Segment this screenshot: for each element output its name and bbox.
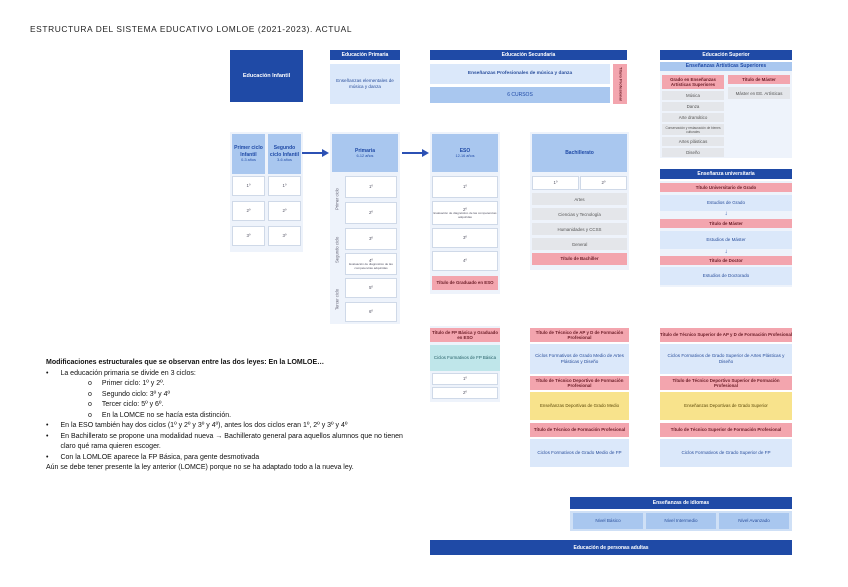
- gs-titulo-apd: Título de Técnico Superior de AP y D de Formación Profesional: [660, 328, 792, 342]
- secundaria-header: Educación Secundaria: [430, 50, 627, 60]
- titulo-bachiller: Título de Bachiller: [532, 253, 627, 265]
- bach-modalidad-2: Ciencias y Tecnología: [532, 208, 627, 220]
- infantil-c1-course-3: 3º: [232, 226, 265, 246]
- grado-artisticas: Grado en Enseñanzas Artísticas Superiores: [662, 75, 724, 89]
- arte-2: Danza: [662, 102, 724, 111]
- note-text: En Bachillerato se propone una modalidad nueva → Bachillerato general para aquellos alumnos que no tienen claro qué rama quieren escoger.: [60, 432, 403, 450]
- primaria-course-2: 2º: [345, 202, 397, 224]
- eso-label: ESO: [459, 147, 471, 154]
- eso-evaluacion: Evaluación de diagnóstico de las competencias adquiridas: [433, 211, 497, 219]
- arte-4: Conservación y restauración de bienes culturales: [662, 124, 724, 135]
- eso-age: 12-16 años: [455, 153, 475, 158]
- bach-label: Bachillerato: [532, 134, 627, 172]
- bach-course-2: 2º: [580, 176, 627, 190]
- gs-ciclos-fp: Ciclos Formativos de Grado Superior de FP: [660, 439, 792, 467]
- bullet-icon: •: [46, 369, 49, 377]
- artisticas-header: Enseñanzas Artísticas Superiores: [660, 62, 792, 71]
- arrow-down-icon: ↓: [724, 211, 728, 217]
- gm-ciclos-fp: Ciclos Formativos de Grado Medio de FP: [530, 439, 629, 467]
- primaria-age: 6-12 años: [356, 153, 374, 158]
- titulo-profesional: Título Profesional: [613, 64, 627, 104]
- primaria-label: Primaria: [354, 147, 375, 154]
- infantil-ciclo1: [232, 134, 265, 174]
- primaria-course-4: [345, 253, 397, 275]
- gs-titulo-fp: Título de Técnico Superior de Formación Profesional: [660, 423, 792, 437]
- note-item: [46, 453, 406, 464]
- arte-6: Diseño: [662, 148, 724, 157]
- nivel-intermedio: Nivel Intermedio: [646, 513, 716, 529]
- adultos-banner: Educación de personas adultas: [430, 540, 792, 555]
- note-subitem: [46, 400, 406, 411]
- primaria-evaluacion: Evaluación de diagnóstico de las competencias adquiridas: [349, 262, 393, 270]
- arte-1: Música: [662, 91, 724, 100]
- infantil-c2-course-2: 2º: [268, 201, 301, 221]
- circle-bullet-icon: o: [88, 380, 92, 387]
- gm-titulo-fp: Título de Técnico de Formación Profesional: [530, 423, 629, 437]
- primaria-course-4-label: 4º: [368, 257, 374, 263]
- gm-ensenanzas-deportivas: Enseñanzas Deportivas de Grado Medio: [530, 392, 629, 420]
- arte-3: Arte dramático: [662, 113, 724, 122]
- bach-modalidad-3: Humanidades y CCSS: [532, 223, 627, 235]
- secundaria-cursos: 6 CURSOS: [430, 87, 610, 103]
- secundaria-ensenanzas: Enseñanzas Profesionales de música y danza: [430, 64, 610, 84]
- arrow-right-icon: [300, 148, 330, 158]
- notes-heading: Modificaciones estructurales que se observan entre las dos leyes: En la LOMLOE…: [46, 359, 325, 366]
- universitaria-header: Enseñanza universitaria: [660, 169, 792, 179]
- note-text: Con la LOMLOE aparece la FP Básica, para gente desmotivada: [60, 453, 260, 461]
- primaria-ensenanzas: Enseñanzas elementales de música y danza: [330, 64, 400, 104]
- primaria-ciclo-2: Segundo ciclo: [334, 236, 340, 264]
- infantil-header: Educación Infantil: [230, 50, 303, 102]
- infantil-ciclo1-age: 0-3 años: [241, 157, 256, 162]
- estudios-master: Estudios de Máster: [660, 231, 792, 249]
- primaria-ciclo-3: Tercer ciclo: [334, 288, 340, 311]
- primaria-course-1: 1º: [345, 176, 397, 198]
- page-title: ESTRUCTURA DEL SISTEMA EDUCATIVO LOMLOE (2021-2023). ACTUAL: [30, 24, 353, 34]
- estudios-grado: Estudios de Grado: [660, 195, 792, 211]
- idiomas-header: Enseñanzas de idiomas: [570, 497, 792, 509]
- bach-modalidad-1: Artes: [532, 193, 627, 205]
- fp-basica-ciclos: Ciclos Formativos de FP Básica: [430, 345, 500, 371]
- note-subtext: Tercer ciclo: 5º y 6º.: [101, 401, 164, 408]
- estudios-doctorado: Estudios de Doctorado: [660, 267, 792, 285]
- infantil-ciclo2-age: 3-6 años: [277, 157, 292, 162]
- note-subtext: Segundo ciclo: 3º y 4º: [101, 390, 171, 398]
- bullet-icon: •: [46, 432, 49, 440]
- bullet-icon: •: [46, 453, 49, 461]
- fp-basica-course-2: 2º: [432, 387, 498, 399]
- gs-ciclos-apd: Ciclos Formativos de Grado Superior de Artes Plásticas y Diseño: [660, 344, 792, 374]
- notes-section: [46, 358, 406, 474]
- bach-modalidad-4: General: [532, 238, 627, 250]
- notes-footer: Aún se debe tener presente la ley anterior (LOMCE) porque no se ha adaptado todo a la nueva ley.: [46, 464, 354, 471]
- gm-titulo-deportivo: Título de Técnico Deportivo de Formación Profesional: [530, 376, 629, 390]
- infantil-c1-course-1: 1º: [232, 176, 265, 196]
- arte-5: Artes plásticas: [662, 137, 724, 146]
- infantil-ciclo2-label: Segundo ciclo Infantil: [269, 145, 300, 158]
- primaria-ciclo-1: Primer ciclo: [334, 188, 340, 210]
- bullet-icon: •: [46, 422, 49, 429]
- primaria-header: Educación Primaria: [330, 50, 400, 60]
- infantil-ciclo1-label: Primer ciclo Infantil: [234, 145, 263, 158]
- infantil-c1-course-2: 2º: [232, 201, 265, 221]
- note-text: En la ESO también hay dos ciclos (1º y 2º y 3º y 4º), antes los dos ciclos eran 1º, 2º y 3º y 4º: [60, 422, 348, 429]
- note-subitem: [46, 379, 406, 390]
- eso-box: [432, 134, 498, 172]
- fp-basica-titulo: Título de FP Básica y Graduado en ESO: [431, 329, 499, 340]
- primaria-box: [332, 134, 398, 172]
- gm-ciclos-apd: Ciclos Formativos de Grado Medio de Artes Plásticas y Diseño: [530, 344, 629, 374]
- note-subtext: Primer ciclo: 1º y 2º.: [101, 380, 165, 387]
- superior-header: Educación Superior: [660, 50, 792, 60]
- primaria-course-3: 3º: [345, 228, 397, 250]
- circle-bullet-icon: o: [88, 411, 92, 419]
- infantil-c2-course-1: 1º: [268, 176, 301, 196]
- circle-bullet-icon: o: [88, 401, 92, 408]
- eso-course-4: 4º: [432, 251, 498, 271]
- gm-titulo-apd: Título de Técnico de AP y D de Formación Profesional: [530, 328, 629, 342]
- circle-bullet-icon: o: [88, 390, 92, 398]
- titulo-master-u: Título de Máster: [660, 219, 792, 228]
- fp-basica-course-1: 1º: [432, 373, 498, 385]
- infantil-ciclo2: [268, 134, 301, 174]
- arrow-right-icon: [400, 148, 430, 158]
- titulo-master-artisticas: Título de Máster: [728, 75, 790, 84]
- gs-titulo-deportivo: Título de Técnico Deportivo Superior de Formación Profesional: [660, 376, 792, 390]
- note-subitem: [46, 390, 406, 401]
- titulo-eso: Título de Graduado en ESO: [432, 276, 498, 290]
- master-artisticas: Máster en EE. Artísticas: [728, 87, 790, 99]
- note-subitem: [46, 411, 406, 422]
- eso-course-3: 3º: [432, 228, 498, 248]
- eso-course-2-label: 2º: [462, 206, 468, 212]
- titulo-grado: Título Universitario de Grado: [660, 183, 792, 192]
- note-item: [46, 432, 406, 453]
- primaria-course-6: 6º: [345, 302, 397, 322]
- eso-course-1: 1º: [432, 176, 498, 198]
- nivel-basico: Nivel Básico: [573, 513, 643, 529]
- bach-course-1: 1º: [532, 176, 579, 190]
- primaria-course-5: 5º: [345, 278, 397, 298]
- gs-ensenanzas-deportivas: Enseñanzas Deportivas de Grado Superior: [660, 392, 792, 420]
- nivel-avanzado: Nivel Avanzado: [719, 513, 789, 529]
- note-text: La educación primaria se divide en 3 ciclos:: [60, 369, 196, 377]
- note-subtext: En la LOMCE no se hacía esta distinción.: [101, 411, 232, 419]
- note-item: [46, 369, 406, 380]
- arrow-down-icon: ↓: [724, 249, 728, 255]
- eso-course-2: [432, 201, 498, 225]
- titulo-doctor: Título de Doctor: [660, 256, 792, 265]
- infantil-c2-course-3: 3º: [268, 226, 301, 246]
- note-item: [46, 421, 406, 432]
